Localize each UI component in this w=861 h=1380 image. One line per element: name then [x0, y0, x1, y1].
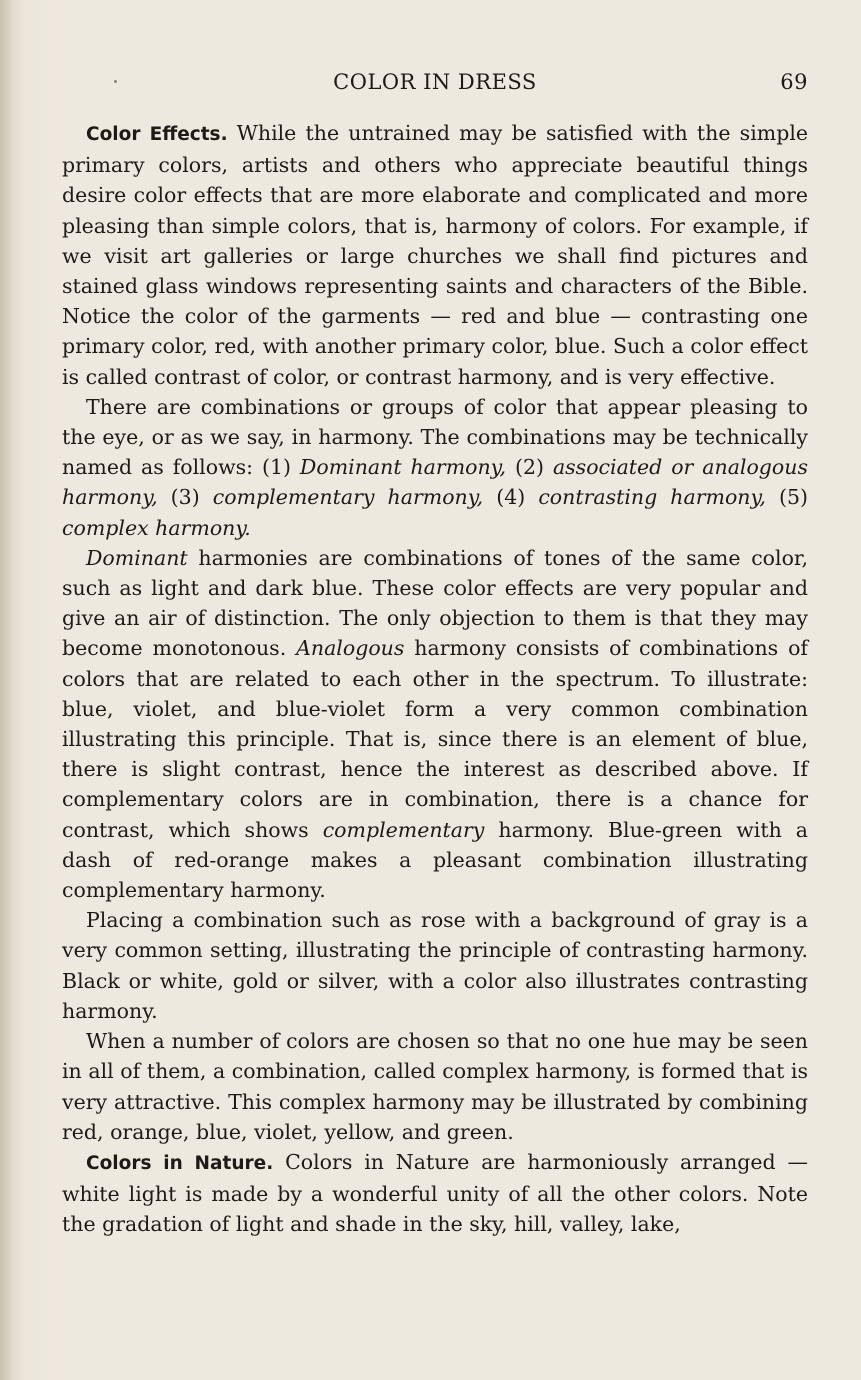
page-number: 69: [780, 70, 808, 94]
italic-term: Dominant: [86, 545, 188, 570]
italic-term: associated or analogous harmony,: [62, 455, 808, 510]
text-run: harmonies are combinations of tones of the same color, such as light and dark blue. These color effects are very popular and give an air of distinction. The only objection to them is that they may become monotonous.: [62, 545, 808, 661]
text-run: (2): [506, 455, 553, 480]
paragraph-dominant-analogous: [62, 543, 808, 905]
text-run: Colors in Nature are harmoniously arranged — white light is made by a wonderful unity of all the other colors. Note the gradation of light and shade in the sky, hill, valley, lake,: [62, 1149, 808, 1237]
run-in-heading: Colors in Nature.: [86, 1152, 274, 1174]
italic-term: complementary harmony,: [212, 485, 484, 510]
page-header: [62, 68, 808, 102]
body-text: [62, 118, 808, 1240]
text-run: harmony. Blue-green with a dash of red-orange makes a pleasant combination illustrating complementary harmony.: [62, 817, 809, 903]
running-title: COLOR IN DRESS: [333, 70, 537, 94]
text-run: Placing a combination such as rose with a background of gray is a very common setting, illustrating the principle of contrasting harmony. Black or white, gold or silver, with a color also illustrates contrasting harmony.: [62, 908, 808, 1023]
text-run: There are combinations or groups of color that appear pleasing to the eye, or as we say, in harmony. The combinations may be technically named as follows: (1): [62, 394, 808, 480]
paragraph-harmony-types: [62, 392, 808, 543]
italic-term: complementary: [322, 817, 485, 842]
spine-shadow: [0, 0, 12, 1380]
text-run: While the untrained may be satisfied with the simple primary colors, artists and others who appreciate beautiful things desire color effects that are more elaborate and complicated and more pleasing than simple colors, that is, harmony of colors. For example, if we visit art galleries or large churches we shall find pictures and stained glass windows representing saints and characters of the Bible. Notice the color of the garments — red and blue — contrasting one primary color, red, with another primary color, blue. Such a color effect is called contrast of color, or contrast harmony, and is very effective.: [62, 121, 809, 389]
paragraph-contrasting: [62, 905, 808, 1026]
italic-term: contrasting harmony,: [538, 485, 766, 510]
text-run: When a number of colors are chosen so that no one hue may be seen in all of them, a combination, called complex harmony, is formed that is very attractive. This complex harmony may be illustrated by combining red, orange, blue, violet, yellow, and green.: [62, 1029, 808, 1144]
text-run: (5): [765, 485, 808, 510]
italic-term: Analogous: [296, 636, 405, 661]
paragraph-color-effects: [62, 118, 808, 392]
text-run: harmony consists of combinations of colors that are related to each other in the spectrum. To illustrate: blue, violet, and blue-violet form a very common combination illustrating this principle. That is, since there is an element of blue, there is slight contrast, hence the interest as described above. If complementary colors are in combination, there is a chance for contrast, which shows: [62, 636, 808, 842]
italic-term: complex harmony.: [62, 515, 251, 540]
paragraph-complex: [62, 1026, 808, 1147]
text-run: (3): [157, 485, 213, 510]
run-in-heading: Color Effects.: [86, 124, 228, 145]
italic-term: Dominant harmony,: [299, 455, 507, 480]
paragraph-colors-in-nature: [62, 1147, 808, 1240]
text-run: (4): [483, 485, 539, 510]
